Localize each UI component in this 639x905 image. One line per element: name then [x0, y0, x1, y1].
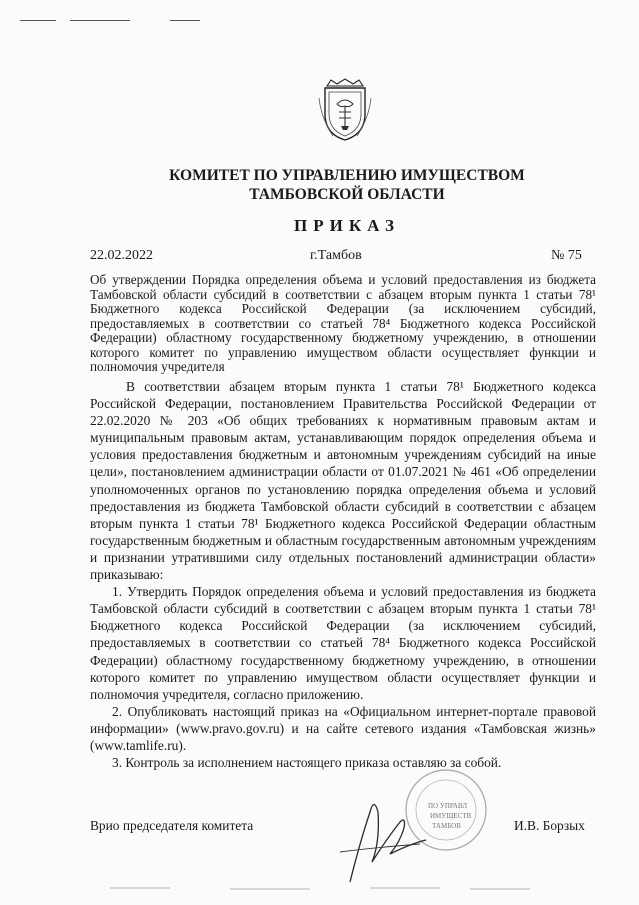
document-number: № 75 [551, 248, 582, 263]
scan-artifact [70, 20, 130, 21]
svg-text:ТАМБОВ: ТАМБОВ [432, 822, 461, 830]
handwritten-signature [330, 782, 430, 892]
svg-text:ИМУЩЕСТВ: ИМУЩЕСТВ [430, 812, 472, 820]
svg-text:ПО УПРАВЛ: ПО УПРАВЛ [428, 802, 468, 810]
organization-line-1: КОМИТЕТ ПО УПРАВЛЕНИЮ ИМУЩЕСТВОМ [169, 167, 525, 184]
preamble: В соответствии абзацем вторым пункта 1 статьи 78¹ Бюджетного кодекса Российской Федерации, постановлением Правительства Российской Федерации от 22.02.2020 № 203 «Об общих требованиях к нормативным правовым актам и муниципальным правовым актам, устанавливающим порядок определения объема и условия предоставления бюджетным и автономным учреждениям субсидий на иные цели», постановлением администрации области от 01.07.2021 № 461 «Об определении уполномоченных органов по установлению порядка определения объема и условий предоставления из бюджета Тамбовской области субсидий в соответствии с абзацем вторым пункта 1 статьи 78¹ Бюджетного кодекса Российской Федерации областным государственным бюджетным и областным государственным автономным учреждениям и признании утратившими силу отдельных постановлений администрации области» приказываю: [90, 379, 596, 583]
document-date: 22.02.2022 [90, 248, 153, 263]
order-item-2: 2. Опубликовать настоящий приказ на «Официальном интернет-портале правовой информации» (www.pravo.gov.ru) и на сайте сетевого издания «Тамбовская жизнь» (www.tamlife.ru). [90, 703, 596, 753]
document-type: ПРИКАЗ [294, 216, 400, 235]
order-item-3: 3. Контроль за исполнением настоящего приказа оставляю за собой. [112, 755, 502, 771]
signer-position: Врио председателя комитета [90, 818, 254, 833]
document-city: г.Тамбов [310, 248, 362, 263]
scan-artifact [110, 880, 530, 894]
scan-artifact [20, 20, 56, 21]
document-body [90, 378, 596, 771]
signer-name: И.В. Борзых [514, 818, 585, 833]
tambov-coat-of-arms-icon [317, 78, 373, 142]
document-subject: Об утверждении Порядка определения объема и условий предоставления из бюджета Тамбовской области субсидий в соответствии с абзацем вторым пункта 1 статьи 78¹ Бюджетного кодекса Российской Федерации (за исключением субсидий, предоставляемых в соответствии со статьей 78⁴ Бюджетного кодекса Российской Федерации) областному государственному бюджетному учреждению, в отношении которого комитет по управлению имуществом области осуществляет функции и полномочия учредителя [90, 272, 596, 374]
scan-artifact [170, 20, 200, 21]
organization-name [100, 166, 594, 204]
order-item-1: 1. Утвердить Порядок определения объема и условий предоставления из бюджета Тамбовской области субсидий в соответствии с абзацем вторым пункта 1 статьи 78¹ Бюджетного кодекса Российской Федерации (за исключением субсидий, предоставляемых в соответствии со статьей 78⁴ Бюджетного кодекса Российской Федерации) областному государственному бюджетному учреждению, в отношении которого комитет по управлению имуществом области осуществляет функции и полномочия учредителя, согласно приложению. [90, 584, 596, 702]
organization-line-2: ТАМБОВСКОЙ ОБЛАСТИ [249, 186, 445, 203]
